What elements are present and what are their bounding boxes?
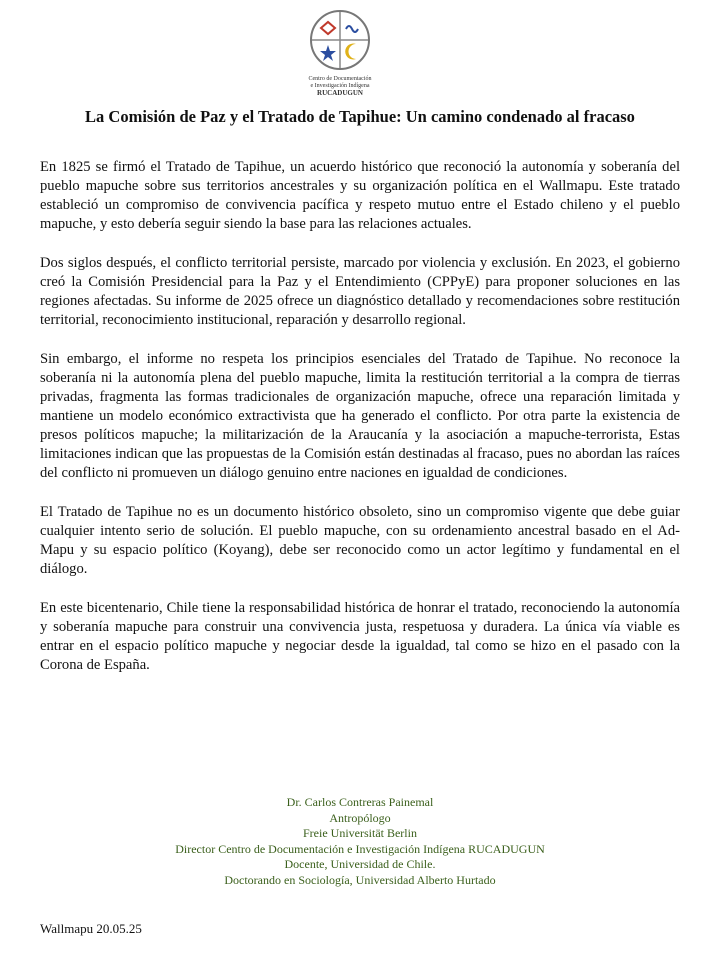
paragraph-1: En 1825 se firmó el Tratado de Tapihue, un acuerdo histórico que reconoció la autonomía y soberanía del pueblo mapuche sobre sus territorios ancestrales y su organización política en el Wallmapu. Este tratado estableció un compromiso de convivencia pacífica y respeto mutuo entre el Estado chileno y el pueblo mapuche, y esto debería seguir siendo la base para las relaciones actuales. <box>40 159 680 232</box>
org-name: RUCADUGUN <box>317 89 363 97</box>
kultrun-logo-icon <box>308 8 372 72</box>
signature-name: Dr. Carlos Contreras Painemal <box>286 795 434 809</box>
paragraph-4: El Tratado de Tapihue no es un documento histórico obsoleto, sino un compromiso vigente que debe guiar cualquier intento serio de solución. El pueblo mapuche, con su ordenamiento ancestral basado en el Ad-Mapu y su espacio político (Koyang), debe ser reconocido como un actor legítimo y fundamental en el diálogo. <box>40 504 680 577</box>
place-date: Wallmapu 20.05.25 <box>40 921 142 936</box>
document-title: La Comisión de Paz y el Tratado de Tapihue: Un camino condenado al fracaso <box>85 107 635 126</box>
signature-affiliation-1: Freie Universität Berlin <box>303 826 417 840</box>
org-logo <box>290 8 390 97</box>
document-body <box>40 158 680 695</box>
signature-affiliation-2: Director Centro de Documentación e Investigación Indígena RUCADUGUN <box>175 841 545 856</box>
signature-role: Antropólogo <box>329 810 391 825</box>
org-line-2: e Investigación Indígena <box>310 83 370 89</box>
signature-affiliation-3: Docente, Universidad de Chile. <box>284 857 436 871</box>
paragraph-3: Sin embargo, el informe no respeta los principios esenciales del Tratado de Tapihue. No reconoce la soberanía ni la autonomía plena del pueblo mapuche, limita la restitución territorial a la compra de tierras privadas, fragmenta las formas tradicionales de organización mapuche, ofrece una reparación limitada y mantiene un modelo económico extractivista que ha generado el conflicto. Por otra parte la existencia de presos políticos mapuche; la militarización de la Araucanía y la asociación a mapuche-terrorista, Estas limitaciones indican que las propuestas de la Comisión están destinadas al fracaso, pues no abordan las raíces del conflicto ni promueven un diálogo genuino entre naciones en igualdad de condiciones. <box>40 351 680 481</box>
paragraph-5: En este bicentenario, Chile tiene la responsabilidad histórica de honrar el tratado, reconociendo la autonomía y soberanía mapuche para construir una convivencia justa, respetuosa y duradera. La única vía viable es entrar en el espacio político mapuche y negociar desde la igualdad, tal como se hizo en el pasado con la Corona de España. <box>40 600 680 673</box>
paragraph-2: Dos siglos después, el conflicto territorial persiste, marcado por violencia y exclusión. En 2023, el gobierno creó la Comisión Presidencial para la Paz y el Entendimiento (CPPyE) para proponer soluciones en las regiones afectadas. Su informe de 2025 ofrece un diagnóstico detallado y recomendaciones sobre restitución territorial, reconocimiento institucional, reparación y desarrollo regional. <box>40 255 680 328</box>
signature-affiliation-4: Doctorando en Sociología, Universidad Alberto Hurtado <box>224 872 496 887</box>
signature-block <box>100 795 620 888</box>
org-line-1: Centro de Documentación <box>308 76 372 82</box>
org-caption <box>290 76 390 97</box>
